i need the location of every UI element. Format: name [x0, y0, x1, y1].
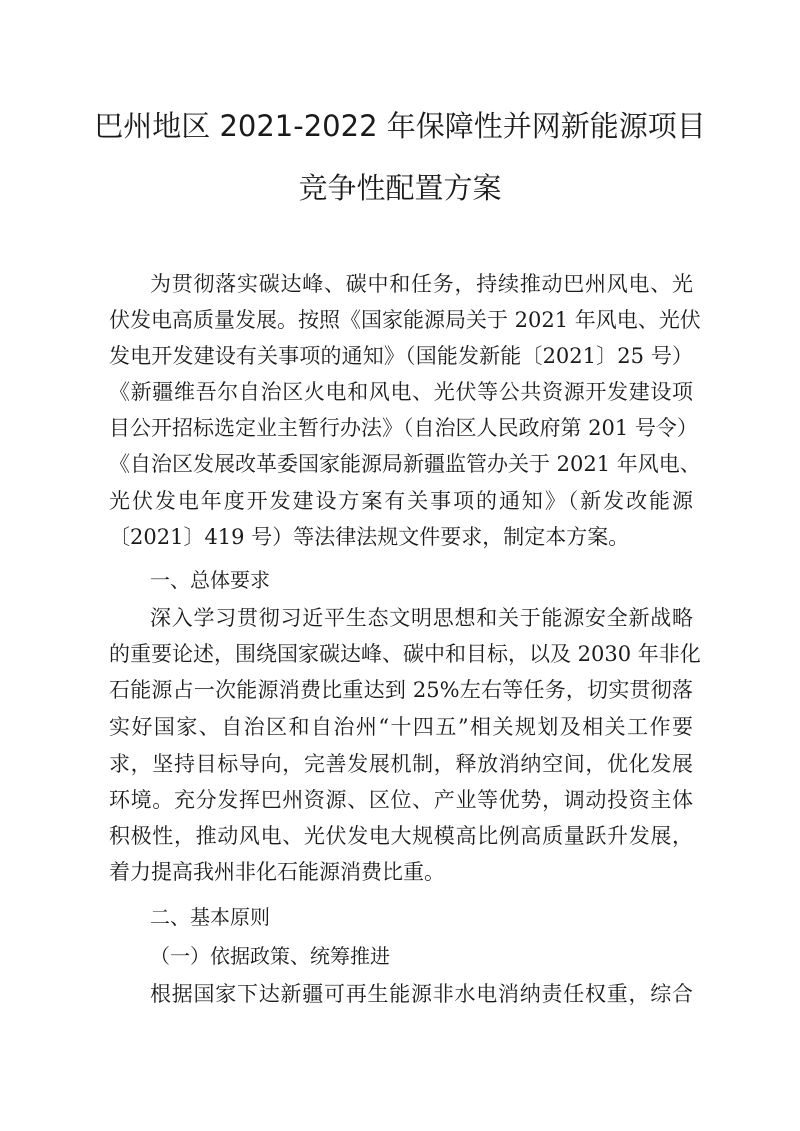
intro-line: 目公开招标选定业主暂行办法》（自治区人民政府第 201 号令）	[109, 416, 698, 440]
document-title-line-2: 竞争性配置方案	[298, 171, 502, 205]
intro-line: 为贯彻落实碳达峰、碳中和任务，持续推动巴州风电、光	[150, 272, 693, 296]
intro-line: 发电开发建设有关事项的通知》（国能发新能〔2021〕25 号）	[109, 344, 693, 368]
intro-line: 〔2021〕419 号）等法律法规文件要求，制定本方案。	[109, 525, 630, 549]
section1-line: 深入学习贯彻习近平生态文明思想和关于能源安全新战略	[150, 606, 693, 630]
section1-line: 石能源占一次能源消费比重达到 25%左右等任务，切实贯彻落	[109, 678, 693, 702]
section1-line: 积极性，推动风电、光伏发电大规模高比例高质量跃升发展，	[109, 824, 693, 848]
intro-line: 《自治区发展改革委国家能源局新疆监管办关于 2021 年风电、	[109, 452, 701, 476]
section2-line: 根据国家下达新疆可再生能源非水电消纳责任权重，综合	[150, 982, 693, 1006]
section1-line: 求，坚持目标导向，完善发展机制，释放消纳空间，优化发展	[109, 752, 693, 776]
section1-line: 的重要论述，围绕国家碳达峰、碳中和目标，以及 2030 年非化	[109, 642, 701, 666]
intro-line: 光伏发电年度开发建设方案有关事项的通知》（新发改能源	[109, 489, 693, 513]
section-heading-basic-principles: 二、基本原则	[150, 905, 270, 929]
section1-line: 环境。充分发挥巴州资源、区位、产业等优势，调动投资主体	[109, 788, 693, 812]
intro-line: 《新疆维吾尔自治区火电和风电、光伏等公共资源开发建设项	[109, 380, 693, 404]
section1-line: 实好国家、自治区和自治州“十四五”相关规划及相关工作要	[109, 715, 693, 739]
document-title-line-1: 巴州地区 2021-2022 年保障性并网新能源项目	[94, 109, 706, 143]
section1-line: 着力提高我州非化石能源消费比重。	[109, 860, 445, 884]
section-heading-general-requirements: 一、总体要求	[150, 568, 270, 592]
subsection-heading-policy: （一）依据政策、统筹推进	[150, 944, 390, 968]
intro-line: 伏发电高质量发展。按照《国家能源局关于 2021 年风电、光伏	[109, 308, 701, 332]
